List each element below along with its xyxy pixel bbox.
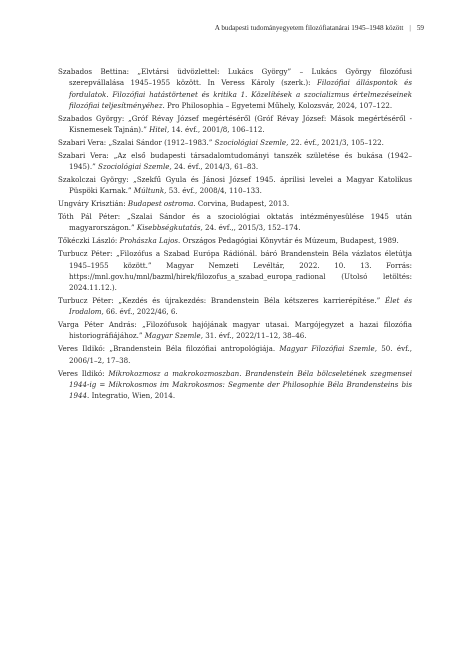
running-title: A budapesti tudományegyetem filozófiatanárai 1945–1948 között [214,24,404,32]
bibliography-list [58,66,412,403]
entry-text: Tóth Pál Péter: „Szalai Sándor és a szociológiai oktatás intézményesülése 1945 után magyarországon.” [58,212,412,233]
entry-title-italic: Kisebbségkutatás, [136,223,203,233]
entry-text: 24. évf., 2014/3, 61–83. [171,162,259,172]
entry-title-italic: Magyar Filozófiai Szemle, [279,344,377,354]
bibliography-entry [58,248,412,293]
entry-text: Szabados Bettina: „Elvtársi üdvözlettel: Lukács György” – Lukács György filozófusi szerepvállalása 1945–1955 között. In Veress Károly (szerk.): [58,67,412,88]
entry-text: Veres Ildikó: [58,368,109,378]
page-number: 59 [416,24,424,32]
entry-text: 50. évf., 2006/1–2, 17–38. [69,344,412,365]
entry-text: Szabados György: „Gróf Révay József megértéséről (Gróf Révay József: Mások megértéséről - Kisnemesek Tajnán).” [58,113,412,135]
entry-text: Turbucz Péter: „Filozófus a Szabad Európa Rádiónál. báró Brandenstein Béla vázlatos életútja 1945–1955 között.” Magyar Nemzeti Levéltár, 2022. 10. 13. Forrás: https://mnl.gov.hu/mnl/bazml/hirek/filozofus_a_szabad_europa_radional (Utolsó letöltés: 2024.11.12.). [58,249,412,293]
bibliography-entry [58,174,412,197]
entry-text: Varga Péter András: „Filozófusok hajójának magyar utasai. Margójegyzet a hazai filozófia historiográfiájához.” [58,320,412,341]
entry-title-italic: Szociológiai Szemle, [214,137,289,147]
entry-text: Ungváry Krisztián: [58,199,128,209]
entry-title-italic: Mikrokozmosz a makrokozmoszban. Brandenstein Béla bölcseletének szegmensei 1944-ig = Mikrokosmos im Makrokosmos: Segmente der Philosophie Béla Brandensteins bis 1944. [69,368,412,401]
entry-text: 14. évf., 2001/8, 106–112. [169,125,265,135]
entry-text: 53. évf., 2008/4, 110–133. [166,186,262,196]
bibliography-entry [58,235,412,246]
bibliography-entry [58,211,412,234]
bibliography-entry [58,295,412,318]
entry-text: Pro Philosophia – Egyetemi Műhely, Kolozsvár, 2024, 107–122. [164,100,393,110]
entry-title-italic: Prohászka Lajos. [119,236,181,246]
bibliography-entry [58,150,412,173]
bibliography-entry [58,198,412,209]
entry-title-italic: Múltunk, [133,186,167,196]
bibliography-entry [58,113,412,136]
entry-text: Szakolczai György: „Szekfű Gyula és Jánosi József 1945. áprilisi levelei a Magyar Katolikus Püspöki Karnak.” [58,175,412,196]
entry-text: Turbucz Péter: „Kezdés és újrakezdés: Brandenstein Béla kétszeres karrierépítése.” [58,295,385,305]
entry-text: 31. évf., 2022/11–12, 38–46. [202,331,307,341]
entry-title-italic: Magyar Szemle, [144,331,203,341]
entry-text: Corvina, Budapest, 2013. [195,199,290,209]
entry-title-italic: Filozófiai álláspontok és fordulatok. Filozófiai hatástörtenet és kritika 1. Közelítések a szocializmus értelmezéseinek filozófiai teljesítményéhez. [69,78,412,110]
entry-title-italic: Szociológiai Szemle, [97,162,172,172]
entry-text: Országos Pedagógiai Könyvtár és Múzeum, Budapest, 1989. [180,236,399,246]
entry-text: 66. évf., 2022/46, 6. [103,307,178,317]
entry-title-italic: Élet és Irodalom, [69,295,412,317]
entry-title-italic: Hitel, [149,125,170,135]
running-header [215,24,424,32]
entry-text: Tőkéczki László: [58,236,120,246]
entry-title-italic: Budapest ostroma. [127,199,196,209]
entry-text: Szabari Vera: „Szalai Sándor (1912–1983.” [58,137,215,147]
entry-text: Integratio, Wien, 2014. [89,391,176,401]
entry-text: 22. évf., 2021/3, 105–122. [288,137,384,147]
bibliography-entry [58,137,412,148]
header-separator: | [409,24,411,32]
bibliography-entry [58,66,412,111]
bibliography-entry [58,343,412,366]
entry-text: 24. évf.,, 2015/3, 152–174. [202,223,301,233]
bibliography-entry [58,319,412,342]
bibliography-entry [58,368,412,402]
entry-text: Veres Ildikó: „Brandenstein Béla filozófiai antropológiája. [58,344,280,354]
entry-text: Szabari Vera: „Az első budapesti társadalomtudományi tanszék születése és bukása (1942–1945).” [58,150,412,172]
